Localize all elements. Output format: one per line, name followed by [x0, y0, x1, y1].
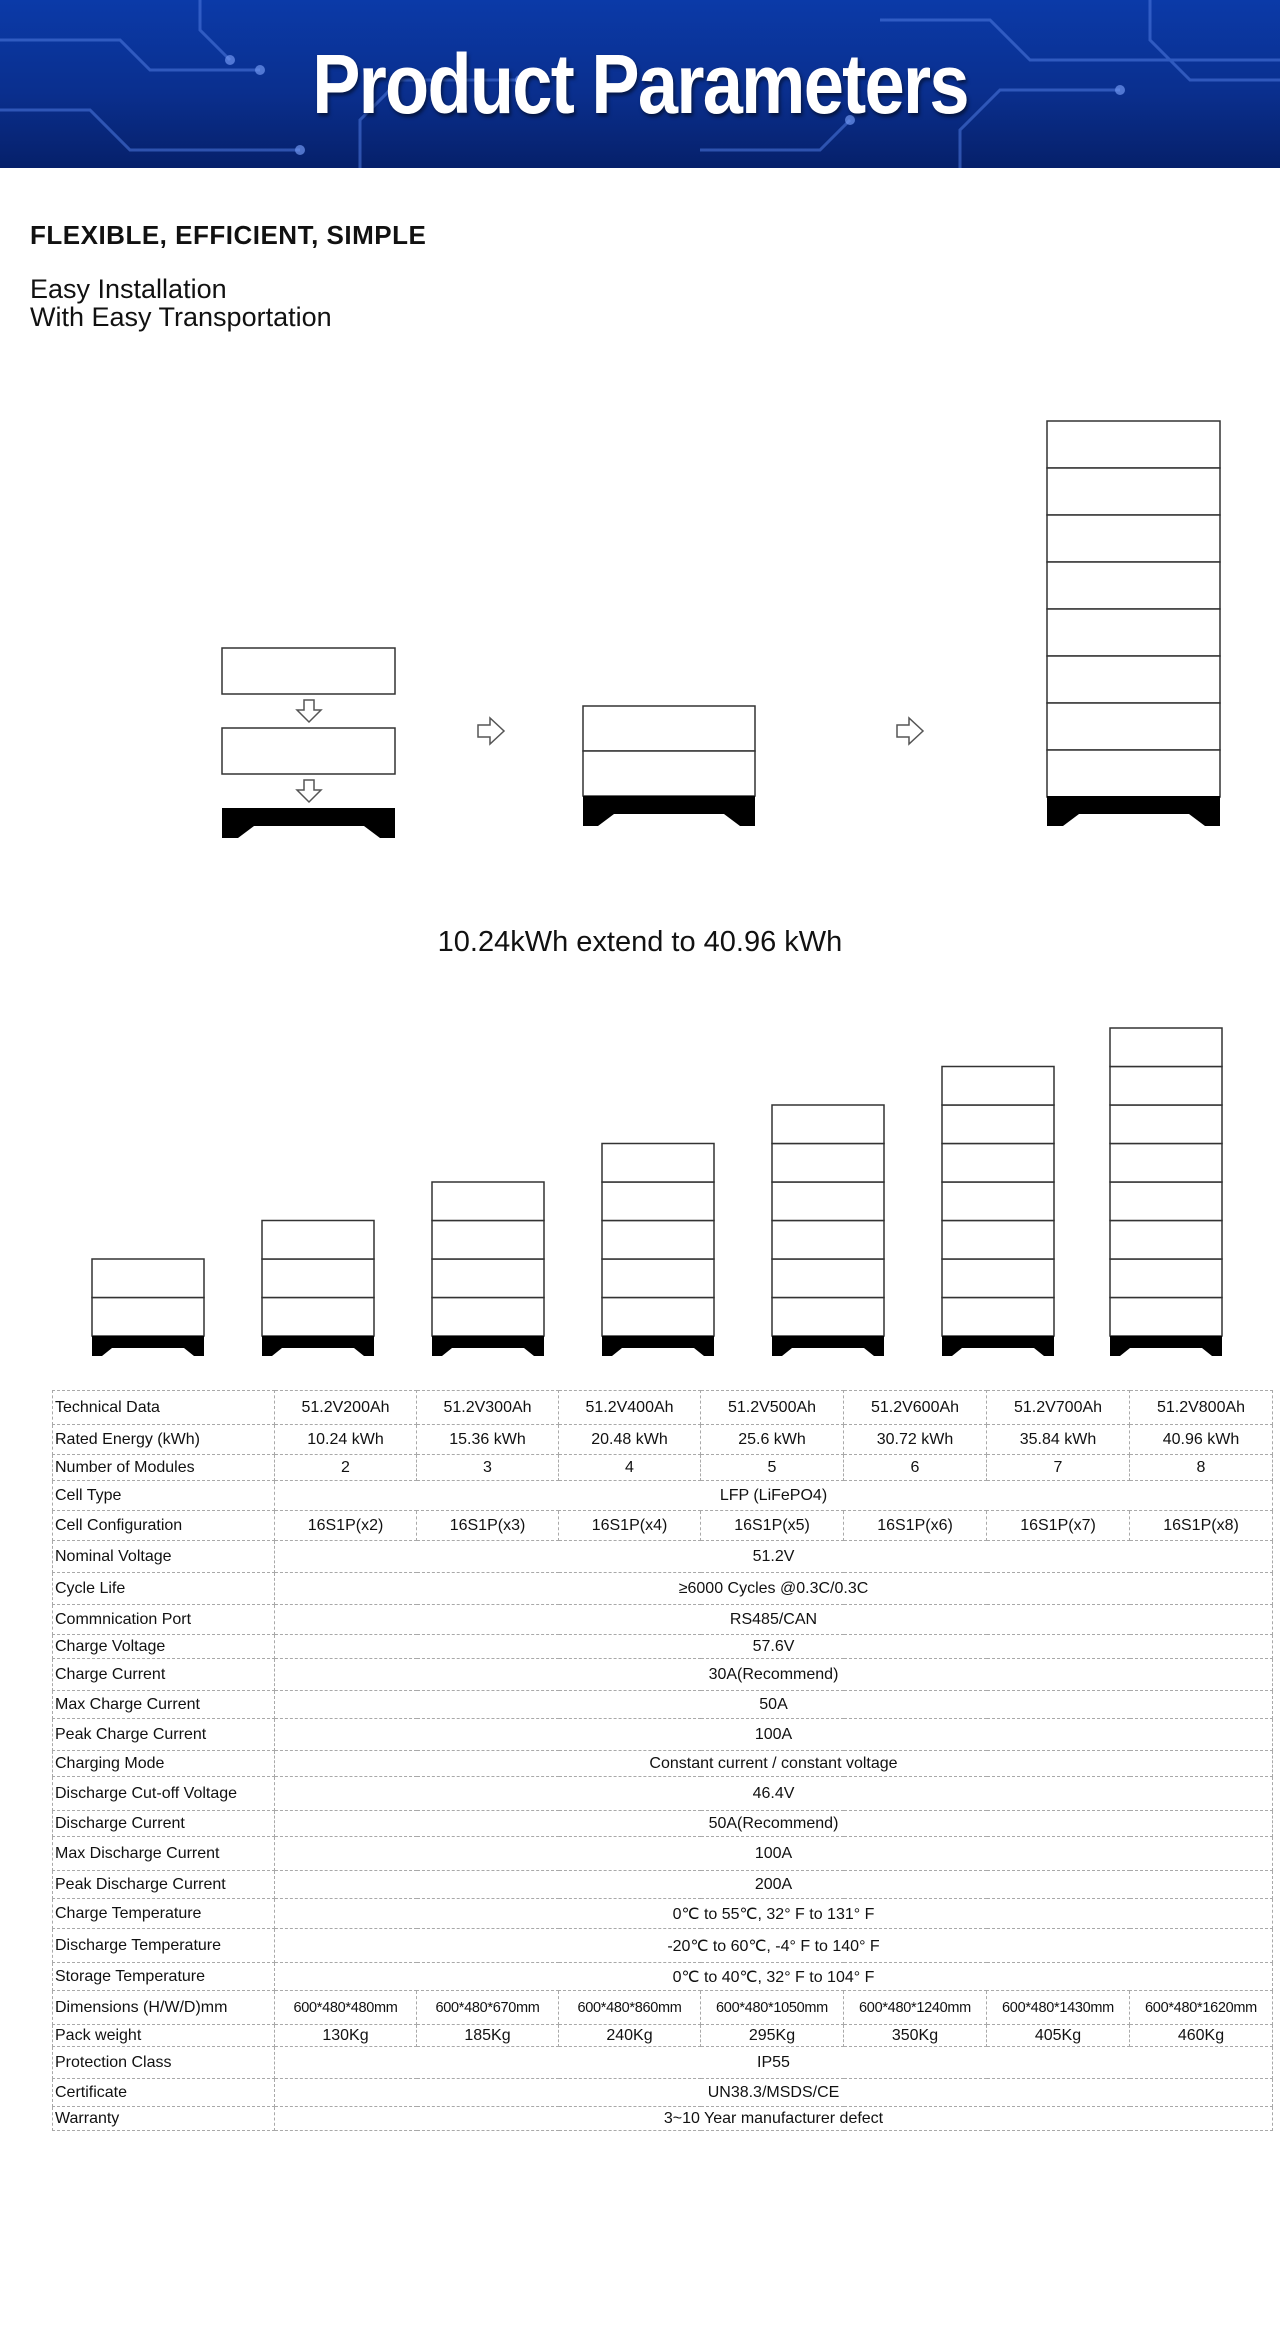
spec-value: 16S1P(x5): [701, 1511, 844, 1541]
spec-row: [53, 1777, 1273, 1811]
spec-value-merged: LFP (LiFePO4): [275, 1481, 1273, 1511]
spec-label: Storage Temperature: [53, 1963, 275, 1991]
battery-module: [222, 648, 395, 694]
battery-module: [942, 1105, 1054, 1144]
battery-module: [583, 706, 755, 751]
spec-label: Certificate: [53, 2079, 275, 2107]
spec-row: [53, 1871, 1273, 1899]
intro-line-1: Easy Installation: [30, 274, 227, 304]
spec-row: [53, 1425, 1273, 1455]
spec-value: 16S1P(x6): [844, 1511, 987, 1541]
spec-row: [53, 1573, 1273, 1605]
battery-module: [772, 1298, 884, 1337]
spec-label: Pack weight: [53, 2025, 275, 2047]
spec-header-row: [53, 1391, 1273, 1425]
battery-module: [772, 1144, 884, 1183]
spec-value: 16S1P(x4): [559, 1511, 701, 1541]
intro-headline: FLEXIBLE, EFFICIENT, SIMPLE: [30, 220, 427, 250]
spec-table: [52, 1390, 1273, 2131]
spec-value: 40.96 kWh: [1130, 1425, 1273, 1455]
battery-module: [1047, 421, 1220, 468]
spec-label: Peak Charge Current: [53, 1719, 275, 1751]
spec-value: 35.84 kWh: [987, 1425, 1130, 1455]
battery-base: [92, 1336, 204, 1356]
spec-value: 16S1P(x7): [987, 1511, 1130, 1541]
model-name: 51.2V200Ah: [275, 1391, 417, 1425]
spec-label: Warranty: [53, 2107, 275, 2131]
spec-row: [53, 1455, 1273, 1481]
spec-value-merged: 0℃ to 55℃, 32° F to 131° F: [275, 1899, 1273, 1929]
spec-value: 600*480*480mm: [275, 1991, 417, 2025]
spec-value-merged: 50A(Recommend): [275, 1811, 1273, 1837]
spec-value: 4: [559, 1455, 701, 1481]
spec-value: 295Kg: [701, 2025, 844, 2047]
spec-value: 20.48 kWh: [559, 1425, 701, 1455]
spec-value: 600*480*1620mm: [1130, 1991, 1273, 2025]
spec-label: Discharge Current: [53, 1811, 275, 1837]
model-name: 51.2V300Ah: [417, 1391, 559, 1425]
spec-row: [53, 1659, 1273, 1691]
battery-module: [1110, 1298, 1222, 1337]
spec-label: Dimensions (H/W/D)mm: [53, 1991, 275, 2025]
spec-value: 15.36 kWh: [417, 1425, 559, 1455]
battery-module: [772, 1105, 884, 1144]
spec-value: 30.72 kWh: [844, 1425, 987, 1455]
battery-module: [1047, 656, 1220, 703]
battery-module: [1110, 1259, 1222, 1298]
battery-module: [432, 1259, 544, 1298]
spec-value: 7: [987, 1455, 1130, 1481]
model-name: 51.2V600Ah: [844, 1391, 987, 1425]
spec-value-merged: RS485/CAN: [275, 1605, 1273, 1635]
battery-module: [1047, 562, 1220, 609]
battery-module: [432, 1221, 544, 1260]
banner-title: Product Parameters: [312, 37, 968, 131]
spec-row: [53, 1605, 1273, 1635]
spec-label: Number of Modules: [53, 1455, 275, 1481]
spec-value-merged: 100A: [275, 1719, 1273, 1751]
spec-label: Charge Voltage: [53, 1635, 275, 1659]
spec-row: [53, 2107, 1273, 2131]
spec-row: [53, 1963, 1273, 1991]
spec-value: 185Kg: [417, 2025, 559, 2047]
spec-value-merged: 100A: [275, 1837, 1273, 1871]
battery-module: [1047, 703, 1220, 750]
battery-module: [1110, 1221, 1222, 1260]
battery-base: [1110, 1336, 1222, 1356]
spec-value-merged: 46.4V: [275, 1777, 1273, 1811]
battery-module: [772, 1182, 884, 1221]
spec-value: 5: [701, 1455, 844, 1481]
spec-value: 16S1P(x2): [275, 1511, 417, 1541]
spec-label: Max Discharge Current: [53, 1837, 275, 1871]
spec-row: [53, 2047, 1273, 2079]
spec-label: Peak Discharge Current: [53, 1871, 275, 1899]
model-name: 51.2V800Ah: [1130, 1391, 1273, 1425]
spec-row: [53, 1635, 1273, 1659]
spec-label: Protection Class: [53, 2047, 275, 2079]
spec-value-merged: -20℃ to 60℃, -4° F to 140° F: [275, 1929, 1273, 1963]
spec-value: 6: [844, 1455, 987, 1481]
spec-value: 25.6 kWh: [701, 1425, 844, 1455]
spec-row: [53, 1837, 1273, 1871]
battery-module: [1110, 1067, 1222, 1106]
down-arrow-icon: [297, 780, 321, 802]
spec-value-merged: 50A: [275, 1691, 1273, 1719]
spec-value: 16S1P(x3): [417, 1511, 559, 1541]
spec-value: 460Kg: [1130, 2025, 1273, 2047]
spec-value-merged: 0℃ to 40℃, 32° F to 104° F: [275, 1963, 1273, 1991]
model-name: 51.2V500Ah: [701, 1391, 844, 1425]
battery-module: [1047, 515, 1220, 562]
spec-value-merged: 57.6V: [275, 1635, 1273, 1659]
battery-module: [942, 1144, 1054, 1183]
spec-label: Cycle Life: [53, 1573, 275, 1605]
down-arrow-icon: [297, 700, 321, 722]
battery-module: [222, 728, 395, 774]
spec-header-label: Technical Data: [53, 1391, 275, 1425]
spec-value: 600*480*1050mm: [701, 1991, 844, 2025]
spec-row: [53, 1719, 1273, 1751]
spec-value: 8: [1130, 1455, 1273, 1481]
spec-row: [53, 1929, 1273, 1963]
spec-value-merged: IP55: [275, 2047, 1273, 2079]
spec-value: 130Kg: [275, 2025, 417, 2047]
battery-module: [1047, 468, 1220, 515]
battery-base: [1047, 796, 1220, 826]
battery-module: [1110, 1182, 1222, 1221]
battery-base: [772, 1336, 884, 1356]
battery-module: [1047, 609, 1220, 656]
battery-module: [942, 1298, 1054, 1337]
spec-value: 10.24 kWh: [275, 1425, 417, 1455]
spec-label: Cell Configuration: [53, 1511, 275, 1541]
spec-value-merged: UN38.3/MSDS/CE: [275, 2079, 1273, 2107]
battery-module: [772, 1221, 884, 1260]
spec-label: Rated Energy (kWh): [53, 1425, 275, 1455]
spec-row: [53, 1511, 1273, 1541]
battery-base: [942, 1336, 1054, 1356]
battery-module: [583, 751, 755, 796]
spec-row: [53, 1899, 1273, 1929]
spec-label: Nominal Voltage: [53, 1541, 275, 1573]
battery-module: [942, 1182, 1054, 1221]
battery-module: [262, 1259, 374, 1298]
spec-label: Commnication Port: [53, 1605, 275, 1635]
battery-module: [602, 1221, 714, 1260]
spec-value-merged: 200A: [275, 1871, 1273, 1899]
spec-row: [53, 1991, 1273, 2025]
spec-value: 350Kg: [844, 2025, 987, 2047]
battery-base: [583, 796, 755, 826]
extend-caption: 10.24kWh extend to 40.96 kWh: [437, 926, 843, 958]
spec-value: 405Kg: [987, 2025, 1130, 2047]
spec-label: Discharge Cut-off Voltage: [53, 1777, 275, 1811]
spec-label: Max Charge Current: [53, 1691, 275, 1719]
spec-label: Charging Mode: [53, 1751, 275, 1777]
intro-line-2: With Easy Transportation: [30, 302, 332, 332]
spec-value-merged: ≥6000 Cycles @0.3C/0.3C: [275, 1573, 1273, 1605]
spec-row: [53, 2079, 1273, 2107]
spec-row: [53, 1751, 1273, 1777]
battery-module: [772, 1259, 884, 1298]
spec-value-merged: 30A(Recommend): [275, 1659, 1273, 1691]
spec-value: 2: [275, 1455, 417, 1481]
battery-module: [602, 1298, 714, 1337]
spec-value: 240Kg: [559, 2025, 701, 2047]
battery-module: [432, 1298, 544, 1337]
battery-module: [602, 1182, 714, 1221]
spec-value: 3: [417, 1455, 559, 1481]
battery-module: [942, 1221, 1054, 1260]
battery-module: [1110, 1144, 1222, 1183]
model-name: 51.2V700Ah: [987, 1391, 1130, 1425]
spec-row: [53, 1811, 1273, 1837]
battery-module: [942, 1259, 1054, 1298]
battery-module: [92, 1259, 204, 1298]
battery-base: [432, 1336, 544, 1356]
spec-value: 600*480*1430mm: [987, 1991, 1130, 2025]
spec-label: Charge Current: [53, 1659, 275, 1691]
battery-base: [222, 808, 395, 838]
spec-row: [53, 2025, 1273, 2047]
spec-label: Cell Type: [53, 1481, 275, 1511]
battery-base: [262, 1336, 374, 1356]
spec-row: [53, 1691, 1273, 1719]
right-arrow-icon: [897, 718, 923, 744]
battery-module: [1110, 1105, 1222, 1144]
spec-value: 16S1P(x8): [1130, 1511, 1273, 1541]
battery-module: [432, 1182, 544, 1221]
spec-value-merged: Constant current / constant voltage: [275, 1751, 1273, 1777]
battery-module: [1047, 750, 1220, 797]
spec-value: 600*480*860mm: [559, 1991, 701, 2025]
spec-row: [53, 1481, 1273, 1511]
model-name: 51.2V400Ah: [559, 1391, 701, 1425]
spec-row: [53, 1541, 1273, 1573]
battery-module: [262, 1298, 374, 1337]
battery-module: [942, 1067, 1054, 1106]
right-arrow-icon: [478, 718, 504, 744]
battery-module: [602, 1259, 714, 1298]
spec-label: Charge Temperature: [53, 1899, 275, 1929]
spec-value-merged: 51.2V: [275, 1541, 1273, 1573]
battery-base: [602, 1336, 714, 1356]
battery-module: [262, 1221, 374, 1260]
battery-module: [602, 1144, 714, 1183]
spec-value: 600*480*1240mm: [844, 1991, 987, 2025]
spec-label: Discharge Temperature: [53, 1929, 275, 1963]
battery-module: [1110, 1028, 1222, 1067]
battery-module: [92, 1298, 204, 1337]
spec-value-merged: 3~10 Year manufacturer defect: [275, 2107, 1273, 2131]
spec-value: 600*480*670mm: [417, 1991, 559, 2025]
